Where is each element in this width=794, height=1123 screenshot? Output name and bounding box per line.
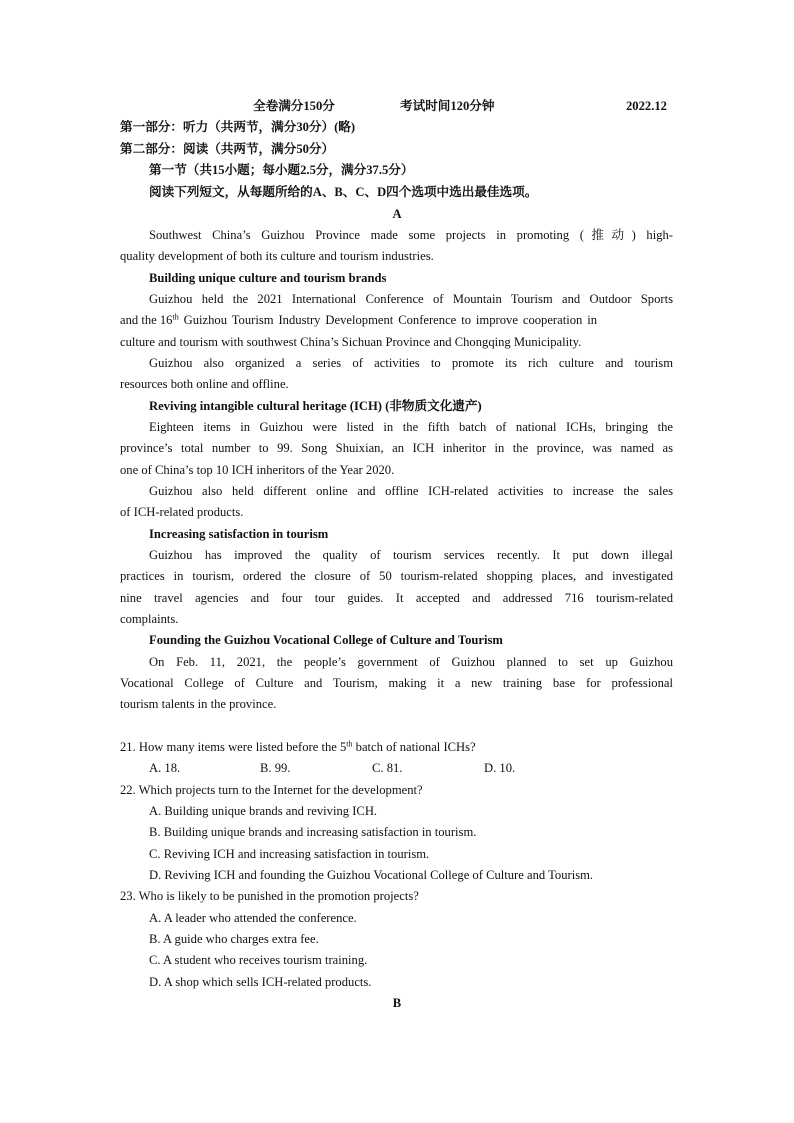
p1-line-2: and the 16th Guizhou Tourism Industry Development Conference to improve cooperation in bbox=[120, 312, 598, 327]
subheading-brands: Building unique culture and tourism brands bbox=[149, 271, 387, 285]
passage-b-label: B bbox=[392, 996, 402, 1010]
q21-option-c: C. 81. bbox=[372, 761, 403, 775]
q23-option-c: C. A student who receives tourism training. bbox=[149, 953, 368, 967]
q21-option-d: D. 10. bbox=[484, 761, 516, 775]
question-21-options bbox=[149, 758, 702, 779]
subheading-ich: Reviving intangible cultural heritage (ICH) (非物质文化遗产) bbox=[149, 399, 482, 413]
exam-time: 考试时间120分钟 bbox=[400, 99, 495, 113]
p1-line-3: culture and tourism with southwest China’s Sichuan Province and Chongqing Municipality. bbox=[120, 335, 582, 349]
question-22: 22. Which projects turn to the Internet for the development? bbox=[120, 783, 423, 797]
full-score: 全卷满分150分 bbox=[253, 99, 335, 113]
intro-line-1: Southwest China’s Guizhou Province made some projects in promoting (推动) high- bbox=[149, 228, 673, 242]
p5-line-3: nine travel agencies and four tour guides. It accepted and addressed 716 tourism-related bbox=[120, 591, 673, 605]
p6-line-3: tourism talents in the province. bbox=[120, 697, 277, 711]
q23-option-d: D. A shop which sells ICH-related products. bbox=[149, 975, 372, 989]
exam-date: 2022.12 bbox=[626, 99, 667, 113]
p3-line-2: province’s total number to 99. Song Shuixian, an ICH inheritor in the province, was named as bbox=[120, 441, 673, 455]
q22-option-b: B. Building unique brands and increasing satisfaction in tourism. bbox=[149, 825, 477, 839]
p4-line-1: Guizhou also held different online and offline ICH-related activities to increase the sales bbox=[149, 484, 673, 498]
q22-option-d: D. Reviving ICH and founding the Guizhou Vocational College of Culture and Tourism. bbox=[149, 868, 594, 882]
passage-a-label: A bbox=[392, 207, 402, 221]
q22-option-c: C. Reviving ICH and increasing satisfaction in tourism. bbox=[149, 847, 430, 861]
part2-heading: 第二部分：阅读（共两节，满分50分） bbox=[120, 142, 335, 156]
question-21: 21. How many items were listed before the 5th batch of national ICHs? bbox=[120, 739, 476, 754]
p1-line-1: Guizhou held the 2021 International Conference of Mountain Tourism and Outdoor Sports bbox=[149, 292, 673, 306]
q22-option-a: A. Building unique brands and reviving ICH. bbox=[149, 804, 378, 818]
p6-line-2: Vocational College of Culture and Tourism, making it a new training base for professional bbox=[120, 676, 673, 690]
p2-line-2: resources both online and offline. bbox=[120, 377, 289, 391]
q21-option-a: A. 18. bbox=[149, 761, 181, 775]
p5-line-2: practices in tourism, ordered the closure of 50 tourism-related shopping places, and investigated bbox=[120, 569, 673, 583]
subheading-satisfaction: Increasing satisfaction in tourism bbox=[149, 527, 329, 541]
instruction: 阅读下列短文，从每题所给的A、B、C、D四个选项中选出最佳选项。 bbox=[149, 185, 538, 199]
question-23: 23. Who is likely to be punished in the promotion projects? bbox=[120, 889, 419, 903]
p5-line-4: complaints. bbox=[120, 612, 179, 626]
p2-line-1: Guizhou also organized a series of activities to promote its rich culture and tourism bbox=[149, 356, 673, 370]
section1-heading: 第一节（共15小题；每小题2.5分，满分37.5分） bbox=[149, 163, 414, 177]
p6-line-1: On Feb. 11, 2021, the people’s government of Guizhou planned to set up Guizhou bbox=[149, 655, 673, 669]
subheading-college: Founding the Guizhou Vocational College of Culture and Tourism bbox=[149, 633, 503, 647]
p3-line-1: Eighteen items in Guizhou were listed in the fifth batch of national ICHs, bringing the bbox=[149, 420, 673, 434]
p3-line-3: one of China’s top 10 ICH inheritors of the Year 2020. bbox=[120, 463, 395, 477]
part1-heading: 第一部分：听力（共两节，满分30分）(略) bbox=[120, 120, 356, 134]
p4-line-2: of ICH-related products. bbox=[120, 505, 244, 519]
intro-line-2: quality development of both its culture and tourism industries. bbox=[120, 249, 434, 263]
q23-option-b: B. A guide who charges extra fee. bbox=[149, 932, 319, 946]
q23-option-a: A. A leader who attended the conference. bbox=[149, 911, 357, 925]
p5-line-1: Guizhou has improved the quality of tourism services recently. It put down illegal bbox=[149, 548, 673, 562]
q21-option-b: B. 99. bbox=[260, 761, 291, 775]
